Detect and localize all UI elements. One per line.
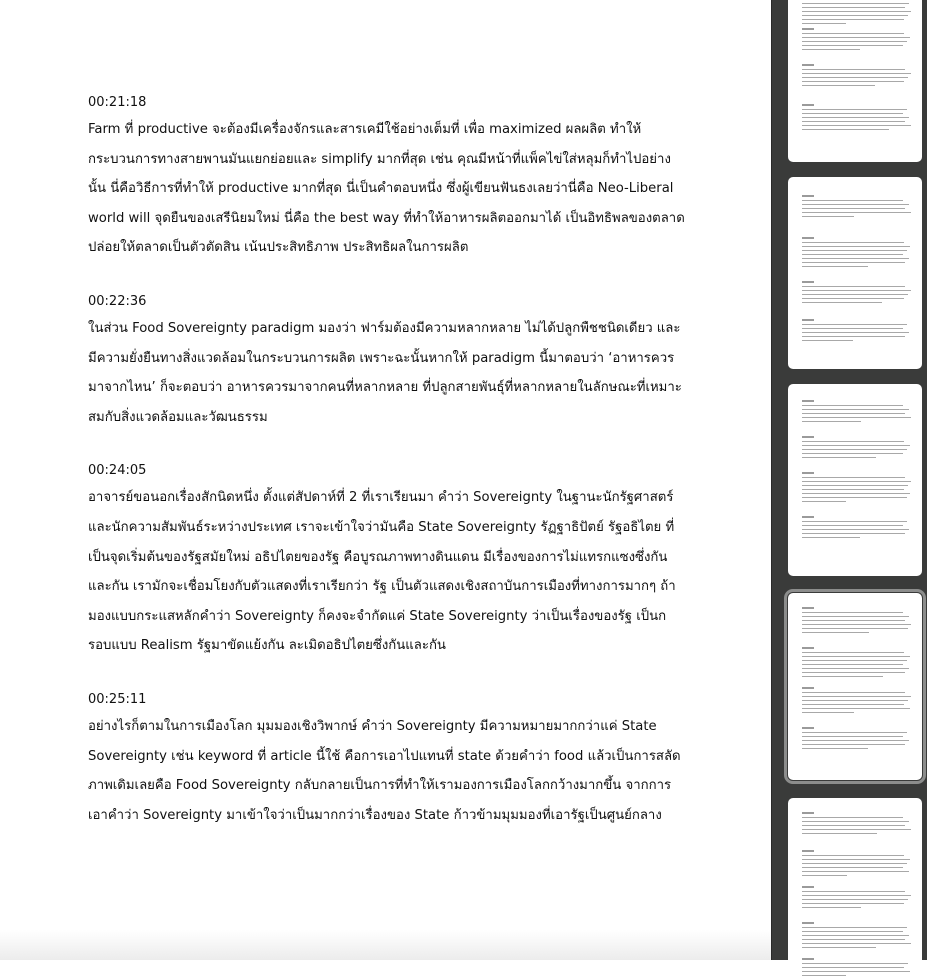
thumbnail-text-line	[802, 417, 911, 418]
thumbnail-text-line	[802, 413, 905, 414]
thumbnail-timestamp-mark	[802, 812, 814, 814]
thumbnail-text-block	[802, 727, 912, 752]
thumbnail-text-line	[802, 489, 904, 490]
thumbnail-text-block	[802, 64, 912, 89]
thumbnail-text-block	[802, 400, 912, 425]
thumbnail-text-block	[802, 0, 912, 27]
thumbnail-text-line	[802, 294, 908, 295]
thumbnail-text-line	[802, 37, 910, 38]
thumbnail-text-line	[802, 895, 911, 896]
thumbnail-text-line	[802, 947, 876, 948]
thumbnail-timestamp-mark	[802, 319, 814, 321]
thumbnail-text-line	[802, 421, 861, 422]
thumbnail-text-line	[802, 328, 903, 329]
thumbnail-text-line	[802, 493, 910, 494]
thumbnail-text-line	[802, 700, 908, 701]
thumbnail-text-line	[802, 871, 909, 872]
thumbnail-text-line	[802, 258, 909, 259]
thumbnail-text-line	[802, 216, 854, 217]
thumbnail-text-line	[802, 931, 903, 932]
thumbnail-text-block	[802, 281, 912, 306]
thumbnail-text-line	[802, 242, 904, 243]
thumbnail-text-line	[802, 77, 908, 78]
transcript-section	[88, 93, 688, 263]
thumbnail-text-line	[802, 821, 909, 822]
thumbnail-text-block	[802, 647, 912, 680]
thumbnail-timestamp-mark	[802, 727, 814, 729]
thumbnail-text-line	[802, 453, 903, 454]
thumbnail-text-line	[802, 692, 905, 693]
thumbnail-text-line	[802, 963, 908, 964]
thumbnail-text-line	[802, 833, 877, 834]
thumbnail-timestamp-mark	[802, 922, 814, 924]
thumbnail-text-block	[802, 850, 912, 879]
thumbnail-text-line	[802, 340, 853, 341]
thumbnail-text-line	[802, 324, 907, 325]
thumbnail-text-line	[802, 477, 905, 478]
thumbnail-text-line	[802, 525, 903, 526]
thumbnail-text-line	[802, 208, 905, 209]
thumbnail-text-line	[802, 290, 911, 291]
thumbnail-text-line	[802, 708, 910, 709]
paragraph: อาจารย์ขอนอกเรื่องสักนิดหนึ่ง ตั้งแต่สัปดาห์ที่ 2 ที่เราเรียนมา คำว่า Sovereignty ในฐานะนักรัฐศาสตร์และนักความสัมพันธ์ระหว่างประเทศ เราจะเข้าใจว่ามันคือ State Sovereignty รัฏฐาธิปัตย์ รัฐอธิไตย ที่เป็นจุดเริ่มต้นของรัฐสมัยใหม่ อธิปไตยของรัฐ คือบูรณภาพทางดินแดน มีเรื่องของการไม่แทรกแซงซึ่งกันและกัน เรามักจะเชื่อมโยงกับตัวแสดงที่เราเรียกว่า รัฐ เป็นตัวแสดงเชิงสถาบันการเมืองที่ทางการมากๆ ถ้ามองแบบกระแสหลักคำว่า Sovereignty ก็คงจะจำกัดแค่ State Sovereignty ว่าเป็นเรื่องของรัฐ เป็นกรอบแบบ Realism รัฐมาขัดแย้งกัน ละเมิดอธิปไตยซึ่งกันและกัน	[88, 483, 688, 661]
thumbnail-timestamp-mark	[802, 886, 814, 888]
thumbnail-text-line	[802, 817, 903, 818]
transcript-section	[88, 461, 688, 661]
thumbnail-text-line	[802, 497, 907, 498]
thumbnail-text-line	[802, 855, 904, 856]
thumbnail-text-line	[802, 676, 883, 677]
thumbnail-text-line	[802, 200, 903, 201]
thumbnail-text-line	[802, 286, 905, 287]
thumbnail-text-line	[802, 748, 868, 749]
thumbnail-text-line	[802, 212, 911, 213]
page-thumbnail-1[interactable]	[788, 0, 922, 162]
thumbnail-text-line	[802, 624, 911, 625]
transcript-section	[88, 292, 688, 432]
thumbnail-timestamp-mark	[802, 687, 814, 689]
thumbnail-text-line	[802, 935, 909, 936]
thumbnail-text-line	[802, 336, 905, 337]
thumbnail-text-line	[802, 109, 907, 110]
thumbnail-text-block	[802, 687, 912, 716]
thumbnail-text-line	[802, 712, 854, 713]
page-thumbnail-4[interactable]	[788, 593, 922, 780]
thumbnail-text-line	[802, 45, 903, 46]
thumbnail-timestamp-mark	[802, 516, 814, 518]
thumbnail-text-line	[802, 863, 907, 864]
thumbnail-text-line	[802, 41, 907, 42]
thumbnail-text-line	[802, 15, 908, 16]
thumbnail-text-line	[802, 664, 903, 665]
thumbnail-text-block	[802, 958, 912, 978]
thumbnail-text-block	[802, 237, 912, 270]
thumbnail-timestamp-mark	[802, 195, 814, 197]
thumbnail-text-line	[802, 732, 907, 733]
thumbnail-timestamp-mark	[802, 281, 814, 283]
thumbnail-text-line	[802, 501, 846, 502]
thumbnail-text-block	[802, 472, 912, 505]
thumbnail-text-line	[802, 616, 909, 617]
thumbnail-text-line	[802, 696, 911, 697]
timestamp: 00:24:05	[88, 461, 688, 481]
thumbnail-text-line	[802, 7, 905, 8]
thumbnail-text-line	[802, 332, 909, 333]
thumbnail-text-block	[802, 195, 912, 220]
timestamp: 00:21:18	[88, 93, 688, 113]
thumbnail-timestamp-mark	[802, 647, 814, 649]
thumbnail-text-line	[802, 903, 904, 904]
thumbnail-text-line	[802, 628, 908, 629]
thumbnail-text-line	[802, 537, 860, 538]
thumbnail-text-block	[802, 319, 912, 344]
thumbnail-text-line	[802, 409, 909, 410]
thumbnail-text-line	[802, 521, 907, 522]
thumbnail-text-line	[802, 533, 905, 534]
thumbnail-text-line	[802, 113, 903, 114]
thumbnail-text-line	[802, 121, 905, 122]
thumbnail-text-line	[802, 246, 910, 247]
thumbnail-text-line	[802, 81, 904, 82]
paragraph: ในส่วน Food Sovereignty paradigm มองว่า ฟาร์มต้องมีความหลากหลาย ไม่ได้ปลูกพืชชนิดเดียว และมีความยั่งยืนทางสิ่งแวดล้อมในกระบวนการผลิต เพราะฉะนั้นหากให้ paradigm นี้มาตอบว่า ‘อาหารควรมาจากไหน’ ก็จะตอบว่า อาหารควรมาจากคนที่หลากหลาย ที่ปลูกสายพันธุ์ที่หลากหลายในลักษณะที่เหมาะสมกับสิ่งแวดล้อมและวัฒนธรรม	[88, 314, 688, 432]
thumbnail-text-line	[802, 975, 846, 976]
thumbnail-text-line	[802, 129, 889, 130]
thumbnail-text-line	[802, 652, 904, 653]
thumbnail-timestamp-mark	[802, 28, 814, 30]
page-thumbnail-2[interactable]	[788, 177, 922, 369]
thumbnail-text-line	[802, 445, 910, 446]
thumbnail-text-line	[802, 943, 911, 944]
thumbnail-text-line	[802, 660, 907, 661]
thumbnail-text-line	[802, 704, 904, 705]
thumbnail-text-line	[802, 740, 909, 741]
thumbnail-text-line	[802, 875, 847, 876]
thumbnail-text-line	[802, 939, 905, 940]
thumbnail-text-line	[802, 250, 907, 251]
thumbnail-text-line	[802, 125, 911, 126]
thumbnail-timestamp-mark	[802, 436, 814, 438]
thumbnail-text-line	[802, 204, 909, 205]
thumbnail-text-line	[802, 859, 910, 860]
thumbnail-text-line	[802, 668, 909, 669]
thumbnail-text-line	[802, 971, 910, 972]
thumbnail-text-line	[802, 485, 908, 486]
page-thumbnail-sidebar[interactable]	[771, 0, 927, 960]
thumbnail-text-line	[802, 298, 904, 299]
thumbnail-text-line	[802, 656, 910, 657]
thumbnail-text-line	[802, 736, 903, 737]
page-thumbnail-5[interactable]	[788, 798, 922, 978]
thumbnail-text-line	[802, 620, 905, 621]
thumbnail-text-line	[802, 612, 903, 613]
thumbnail-text-line	[802, 967, 904, 968]
thumbnail-text-line	[802, 829, 911, 830]
thumbnail-text-block	[802, 28, 912, 53]
thumbnail-text-line	[802, 899, 908, 900]
thumbnail-text-line	[802, 302, 882, 303]
timestamp: 00:25:11	[88, 690, 688, 710]
thumbnail-text-block	[802, 607, 912, 636]
thumbnail-text-line	[802, 11, 911, 12]
thumbnail-text-block	[802, 516, 912, 541]
paragraph: Farm ที่ productive จะต้องมีเครื่องจักรและสารเคมีใช้อย่างเต็มที่ เพื่อ maximized ผลผลิต ทำให้กระบวนการทางสายพานมันแยกย่อยและ simplify มากที่สุด เช่น คุณมีหน้าที่แพ็คไข่ใส่หลุมก็ทำไปอย่างนั้น นี่คือวิธีการที่ทำให้ productive มากที่สุด นี่เป็นคำตอบหนึ่ง ซึ่งผู้เขียนฟันธงเลยว่านี่คือ Neo-Liberal world will จุดยืนของเสรีนิยมใหม่ นี่คือ the best way ที่ทำให้อาหารผลิตออกมาได้ เป็นอิทธิพลของตลาด ปล่อยให้ตลาดเป็นตัวตัดสิน เน้นประสิทธิภาพ ประสิทธิผลในการผลิต	[88, 115, 688, 263]
thumbnail-text-line	[802, 85, 875, 86]
thumbnail-text-line	[802, 825, 905, 826]
thumbnail-text-block	[802, 436, 912, 461]
thumbnail-text-line	[802, 3, 909, 4]
thumbnail-text-line	[802, 744, 905, 745]
thumbnail-timestamp-mark	[802, 104, 814, 106]
thumbnail-text-line	[802, 19, 904, 20]
thumbnail-text-line	[802, 457, 876, 458]
thumbnail-text-block	[802, 104, 912, 133]
thumbnail-text-line	[802, 632, 869, 633]
thumbnail-text-line	[802, 49, 860, 50]
thumbnail-text-block	[802, 812, 912, 837]
thumbnail-text-line	[802, 891, 905, 892]
thumbnail-text-line	[802, 529, 909, 530]
paragraph: อย่างไรก็ตามในการเมืองโลก มุมมองเชิงวิพากษ์ คำว่า Sovereignty มีความหมายมากกว่าแค่ State Sovereignty เช่น keyword ที่ article นี้ใช้ คือการเอาไปแทนที่ state ด้วยคำว่า food แล้วเป็นการสลัดภาพเดิมเลยคือ Food Sovereignty กลับกลายเป็นการที่ทำให้เรามองการเมืองโลกกว้างมากขึ้น จากการเอาคำว่า Sovereignty มาเข้าใจว่าเป็นมากกว่าเรื่องของ State ก้าวข้ามมุมมองที่เอารัฐเป็นศูนย์กลาง	[88, 712, 688, 830]
thumbnail-text-line	[802, 254, 903, 255]
thumbnail-text-line	[802, 266, 868, 267]
thumbnail-timestamp-mark	[802, 400, 814, 402]
thumbnail-text-line	[802, 69, 905, 70]
thumbnail-timestamp-mark	[802, 64, 814, 66]
thumbnail-text-line	[802, 927, 907, 928]
thumbnail-text-line	[802, 405, 903, 406]
page-bottom-shade	[0, 930, 771, 960]
thumbnail-text-block	[802, 886, 912, 911]
document-content	[88, 93, 688, 859]
thumbnail-timestamp-mark	[802, 237, 814, 239]
transcript-section	[88, 690, 688, 830]
thumbnail-timestamp-mark	[802, 607, 814, 609]
thumbnail-text-line	[802, 73, 911, 74]
thumbnail-text-line	[802, 672, 905, 673]
thumbnail-text-line	[802, 117, 909, 118]
timestamp: 00:22:36	[88, 292, 688, 312]
thumbnail-text-line	[802, 262, 905, 263]
thumbnail-text-line	[802, 33, 904, 34]
thumbnail-text-line	[802, 449, 907, 450]
thumbnail-text-line	[802, 907, 861, 908]
page-thumbnail-3[interactable]	[788, 384, 922, 576]
thumbnail-timestamp-mark	[802, 850, 814, 852]
thumbnail-text-line	[802, 481, 911, 482]
thumbnail-text-line	[802, 441, 904, 442]
thumbnail-timestamp-mark	[802, 472, 814, 474]
thumbnail-text-block	[802, 922, 912, 951]
thumbnail-text-line	[802, 23, 846, 24]
thumbnail-text-line	[802, 867, 903, 868]
